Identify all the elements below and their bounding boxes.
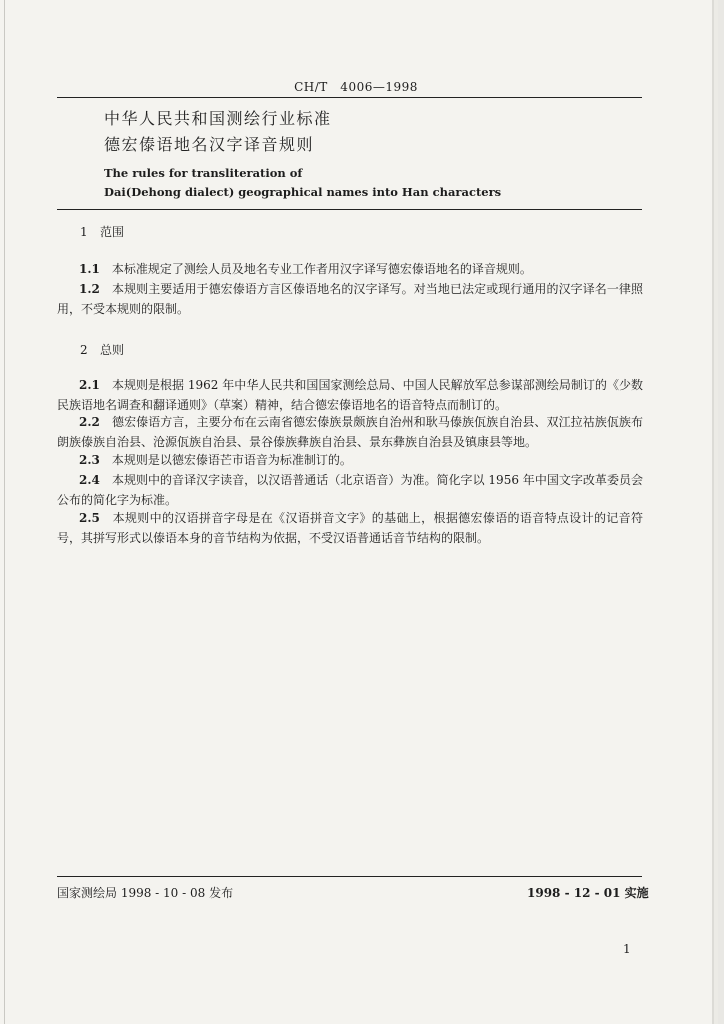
section-title: 总则 — [100, 343, 125, 357]
title-rule — [57, 209, 642, 210]
paragraph-number: 2.4 — [79, 473, 100, 487]
paragraph-text: 本标准规定了测绘人员及地名专业工作者用汉字译写德宏傣语地名的译音规则。 — [111, 262, 532, 276]
issue-date: 国家测绘局 1998 - 10 - 08 发布 — [57, 886, 234, 900]
title-english-line1: The rules for transliteration of — [104, 166, 303, 180]
paragraph-2-1 — [57, 375, 643, 415]
paragraph-text: 本规则是以德宏傣语芒市语音为标准制订的。 — [111, 453, 352, 467]
paragraph-number: 2.5 — [79, 511, 100, 525]
section-number: 2 — [80, 343, 88, 357]
paragraph-text: 本规则中的汉语拼音字母是在《汉语拼音文字》的基础上，根据德宏傣语的语音特点设计的记音符号，其拼写形式以傣语本身的音节结构为依据，不受汉语普通话音节结构的限制。 — [57, 511, 643, 545]
paragraph-text: 本规则中的音译汉字读音，以汉语普通话（北京语音）为准。简化字以 1956 年中国文字改革委员会公布的简化字为标准。 — [57, 473, 643, 507]
paragraph-text: 本规则是根据 1962 年中华人民共和国国家测绘总局、中国人民解放军总参谋部测绘局制订的《少数民族语地名调查和翻译通则》（草案）精神，结合德宏傣语地名的语音特点而制订的。 — [57, 378, 643, 412]
section-heading-general — [80, 341, 124, 358]
paragraph-text: 本规则主要适用于德宏傣语方言区傣语地名的汉字译写。对当地已法定或现行通用的汉字译名一律照用，不受本规则的限制。 — [57, 282, 643, 316]
paragraph-number: 2.2 — [79, 415, 100, 429]
paragraph-2-5 — [57, 508, 643, 548]
title-industry-standard: 中华人民共和国测绘行业标准 — [104, 109, 332, 128]
paragraph-number: 1.1 — [79, 262, 100, 276]
paragraph-2-4 — [57, 470, 643, 510]
section-number: 1 — [80, 225, 88, 239]
paragraph-1-1 — [57, 259, 643, 279]
paragraph-number: 1.2 — [79, 282, 100, 296]
paragraph-2-3 — [57, 450, 643, 470]
paragraph-number: 2.3 — [79, 453, 100, 467]
section-heading-scope — [80, 223, 124, 240]
page-number: 1 — [623, 942, 631, 956]
paragraph-text: 德宏傣语方言，主要分布在云南省德宏傣族景颇族自治州和耿马傣族佤族自治县、双江拉祜族佤族布朗族傣族自治县、沧源佤族自治县、景谷傣族彝族自治县、景东彝族自治县及镇康县等地。 — [57, 415, 643, 449]
paragraph-1-2 — [57, 279, 643, 319]
standard-number: CH/T 4006—1998 — [294, 80, 418, 94]
footer-rule — [57, 876, 642, 877]
paragraph-2-2 — [57, 412, 643, 452]
paragraph-number: 2.1 — [79, 378, 100, 392]
page-edge-line — [4, 0, 5, 1024]
title-english-line2: Dai(Dehong dialect) geographical names into Han characters — [104, 185, 502, 199]
title-rules-chinese: 德宏傣语地名汉字译音规则 — [104, 135, 315, 154]
section-title: 范围 — [100, 225, 125, 239]
header-rule — [57, 97, 642, 98]
effective-date: 1998 - 12 - 01 实施 — [527, 886, 649, 900]
